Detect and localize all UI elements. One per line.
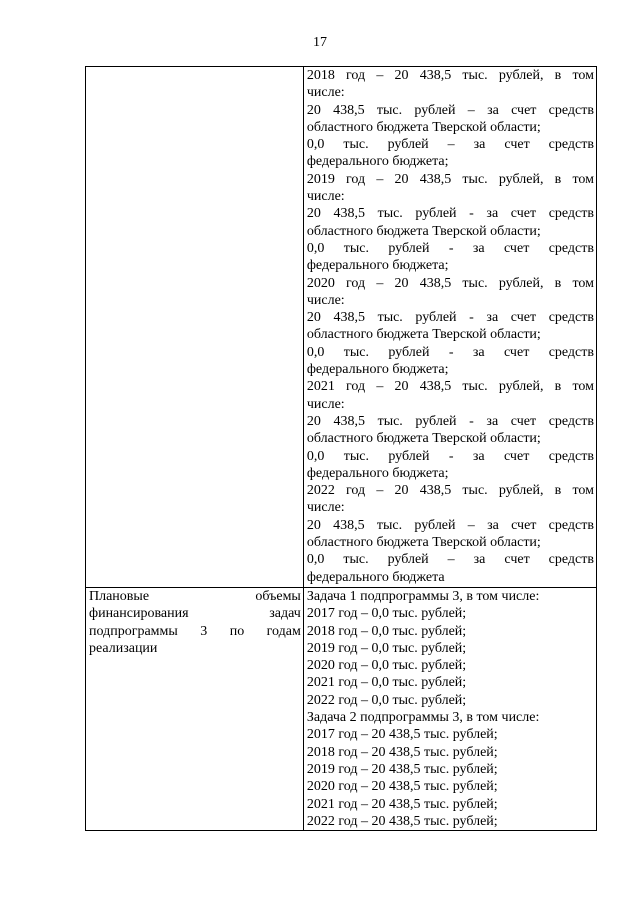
text-line: областного бюджета Тверской области; <box>306 223 541 239</box>
text-line: 20 438,5 тыс. рублей – за счет средств <box>306 517 594 533</box>
table-row <box>86 67 597 588</box>
page-number: 17 <box>313 35 327 50</box>
text-line: областного бюджета Тверской области; <box>306 535 541 551</box>
table-cell-empty <box>86 67 304 588</box>
text-line: федерального бюджета <box>306 569 445 585</box>
table-cell-label <box>86 588 304 831</box>
text-line: 2017 год – 0,0 тыс. рублей; <box>306 606 467 622</box>
text-line: 2020 год – 20 438,5 тыс. рублей; <box>306 779 498 795</box>
text-line: областного бюджета Тверской области; <box>306 327 541 343</box>
text-line: федерального бюджета; <box>306 362 449 378</box>
text-line: финансирования задач <box>89 606 301 622</box>
text-line: 0,0 тыс. рублей - за счет средств <box>306 344 594 360</box>
text-line: подпрограммы 3 по годам <box>89 623 301 639</box>
text-line: 2019 год – 0,0 тыс. рублей; <box>306 640 467 656</box>
text-line: Плановые объемы <box>89 589 301 604</box>
text-line: федерального бюджета; <box>306 154 449 170</box>
text-line: 2019 год – 20 438,5 тыс. рублей; <box>306 761 498 777</box>
text-line: 20 438,5 тыс. рублей - за счет средств <box>306 310 594 326</box>
text-line: 2022 год – 20 438,5 тыс. рублей; <box>306 813 498 829</box>
text-line: 2020 год – 20 438,5 тыс. рублей, в том <box>306 275 594 291</box>
text-line: 2018 год – 20 438,5 тыс. рублей; <box>306 744 498 760</box>
text-line: 0,0 тыс. рублей – за счет средств <box>306 137 594 153</box>
text-line: федерального бюджета; <box>306 465 449 481</box>
text-line: 2020 год – 0,0 тыс. рублей; <box>306 658 467 674</box>
text-line: числе: <box>306 189 345 205</box>
text-line: реализации <box>89 640 158 656</box>
text-line: 2022 год – 0,0 тыс. рублей; <box>306 692 467 708</box>
table-cell-tasks-financing <box>303 588 596 831</box>
table-cell-financing-by-year <box>303 67 596 588</box>
text-line: 2017 год – 20 438,5 тыс. рублей; <box>306 727 498 743</box>
text-line: 2021 год – 0,0 тыс. рублей; <box>306 675 467 691</box>
text-line: федерального бюджета; <box>306 258 449 274</box>
text-line: числе: <box>306 396 345 412</box>
text-line: 2018 год – 20 438,5 тыс. рублей, в том <box>306 68 594 83</box>
text-line: 2019 год – 20 438,5 тыс. рублей, в том <box>306 171 594 187</box>
text-line: 20 438,5 тыс. рублей - за счет средств <box>306 413 594 429</box>
text-line: 2022 год – 20 438,5 тыс. рублей, в том <box>306 483 594 499</box>
text-line: числе: <box>306 85 345 101</box>
text-line: Задача 1 подпрограммы 3, в том числе: <box>306 589 540 604</box>
financing-table <box>85 66 597 831</box>
text-line: 0,0 тыс. рублей - за счет средств <box>306 448 594 464</box>
text-line: 20 438,5 тыс. рублей – за счет средств <box>306 102 594 118</box>
text-line: 20 438,5 тыс. рублей - за счет средств <box>306 206 594 222</box>
text-line: 2018 год – 0,0 тыс. рублей; <box>306 623 467 639</box>
table-row <box>86 588 597 831</box>
text-line: 0,0 тыс. рублей – за счет средств <box>306 552 594 568</box>
text-line: областного бюджета Тверской области; <box>306 431 541 447</box>
text-line: числе: <box>306 292 345 308</box>
text-line: 2021 год – 20 438,5 тыс. рублей, в том <box>306 379 594 395</box>
text-line: областного бюджета Тверской области; <box>306 119 541 135</box>
text-line: 2021 год – 20 438,5 тыс. рублей; <box>306 796 498 812</box>
text-line: 0,0 тыс. рублей - за счет средств <box>306 240 594 256</box>
text-line: Задача 2 подпрограммы 3, в том числе: <box>306 710 540 726</box>
text-line: числе: <box>306 500 345 516</box>
